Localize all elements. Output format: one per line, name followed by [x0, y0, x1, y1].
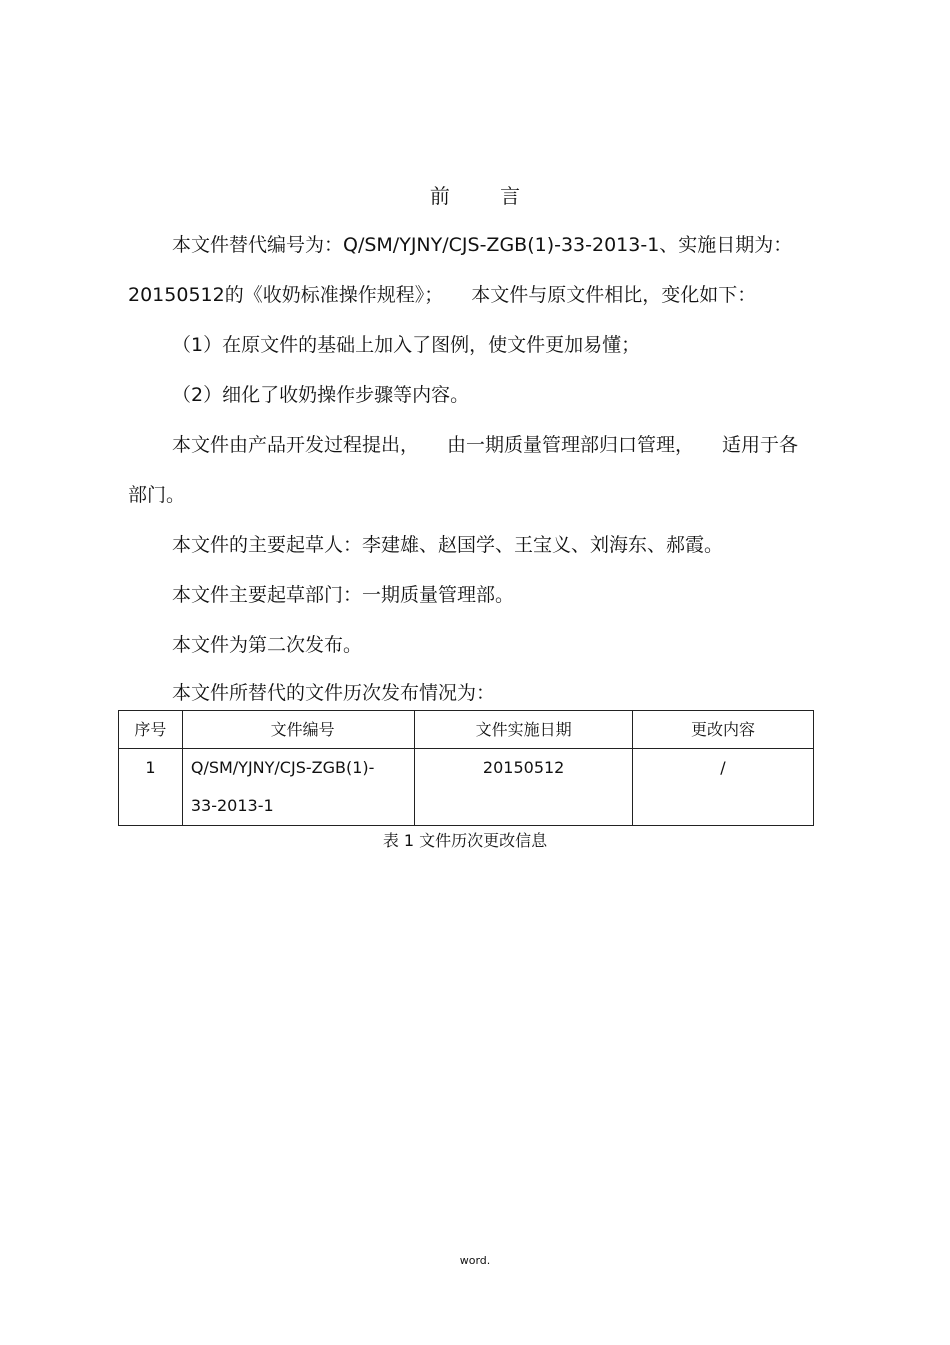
- header-change: 更改内容: [632, 711, 813, 749]
- drafting-dept-paragraph: 本文件主要起草部门：一期质量管理部。: [172, 584, 515, 606]
- cell-change: /: [632, 749, 813, 826]
- history-table-header: [119, 711, 814, 749]
- replacement-paragraph: [128, 220, 828, 320]
- header-code: 文件编号: [182, 711, 414, 749]
- history-intro-paragraph: 本文件所替代的文件历次发布情况为：: [172, 682, 496, 704]
- page-title: 前 言: [429, 184, 543, 208]
- change-item-1: （1）在原文件的基础上加入了图例，使文件更加易懂；: [172, 334, 641, 356]
- cell-code-line-1: Q/SM/YJNY/CJS-ZGB(1)-: [190, 758, 375, 777]
- header-serial: 序号: [119, 711, 183, 749]
- header-date: 文件实施日期: [415, 711, 633, 749]
- table-row: [119, 749, 814, 826]
- page-footer: word.: [459, 1254, 491, 1267]
- responsibility-line-1: 本文件由产品开发过程提出， 由一期质量管理部归口管理， 适用于各: [172, 434, 799, 456]
- change-item-2: （2）细化了收奶操作步骤等内容。: [172, 384, 470, 406]
- table-caption: 表 1 文件历次更改信息: [382, 831, 548, 850]
- responsibility-paragraph: [128, 420, 828, 520]
- cell-date: 20150512: [415, 749, 633, 826]
- cell-code-line-2: 33-2013-1: [190, 796, 274, 815]
- replacement-line-1: 本文件替代编号为：Q/SM/YJNY/CJS-ZGB(1)-33-2013-1、实施日期为：: [172, 234, 793, 256]
- responsibility-line-2: 部门。: [128, 484, 186, 506]
- drafters-paragraph: 本文件的主要起草人：李建雄、赵国学、王宝义、刘海东、郝霞。: [172, 534, 724, 556]
- release-paragraph: 本文件为第二次发布。: [172, 634, 363, 656]
- replacement-line-2: 20150512的《收奶标准操作规程》； 本文件与原文件相比，变化如下：: [128, 284, 757, 306]
- cell-code: [182, 749, 414, 826]
- cell-serial: 1: [119, 749, 183, 826]
- history-table: [118, 710, 814, 826]
